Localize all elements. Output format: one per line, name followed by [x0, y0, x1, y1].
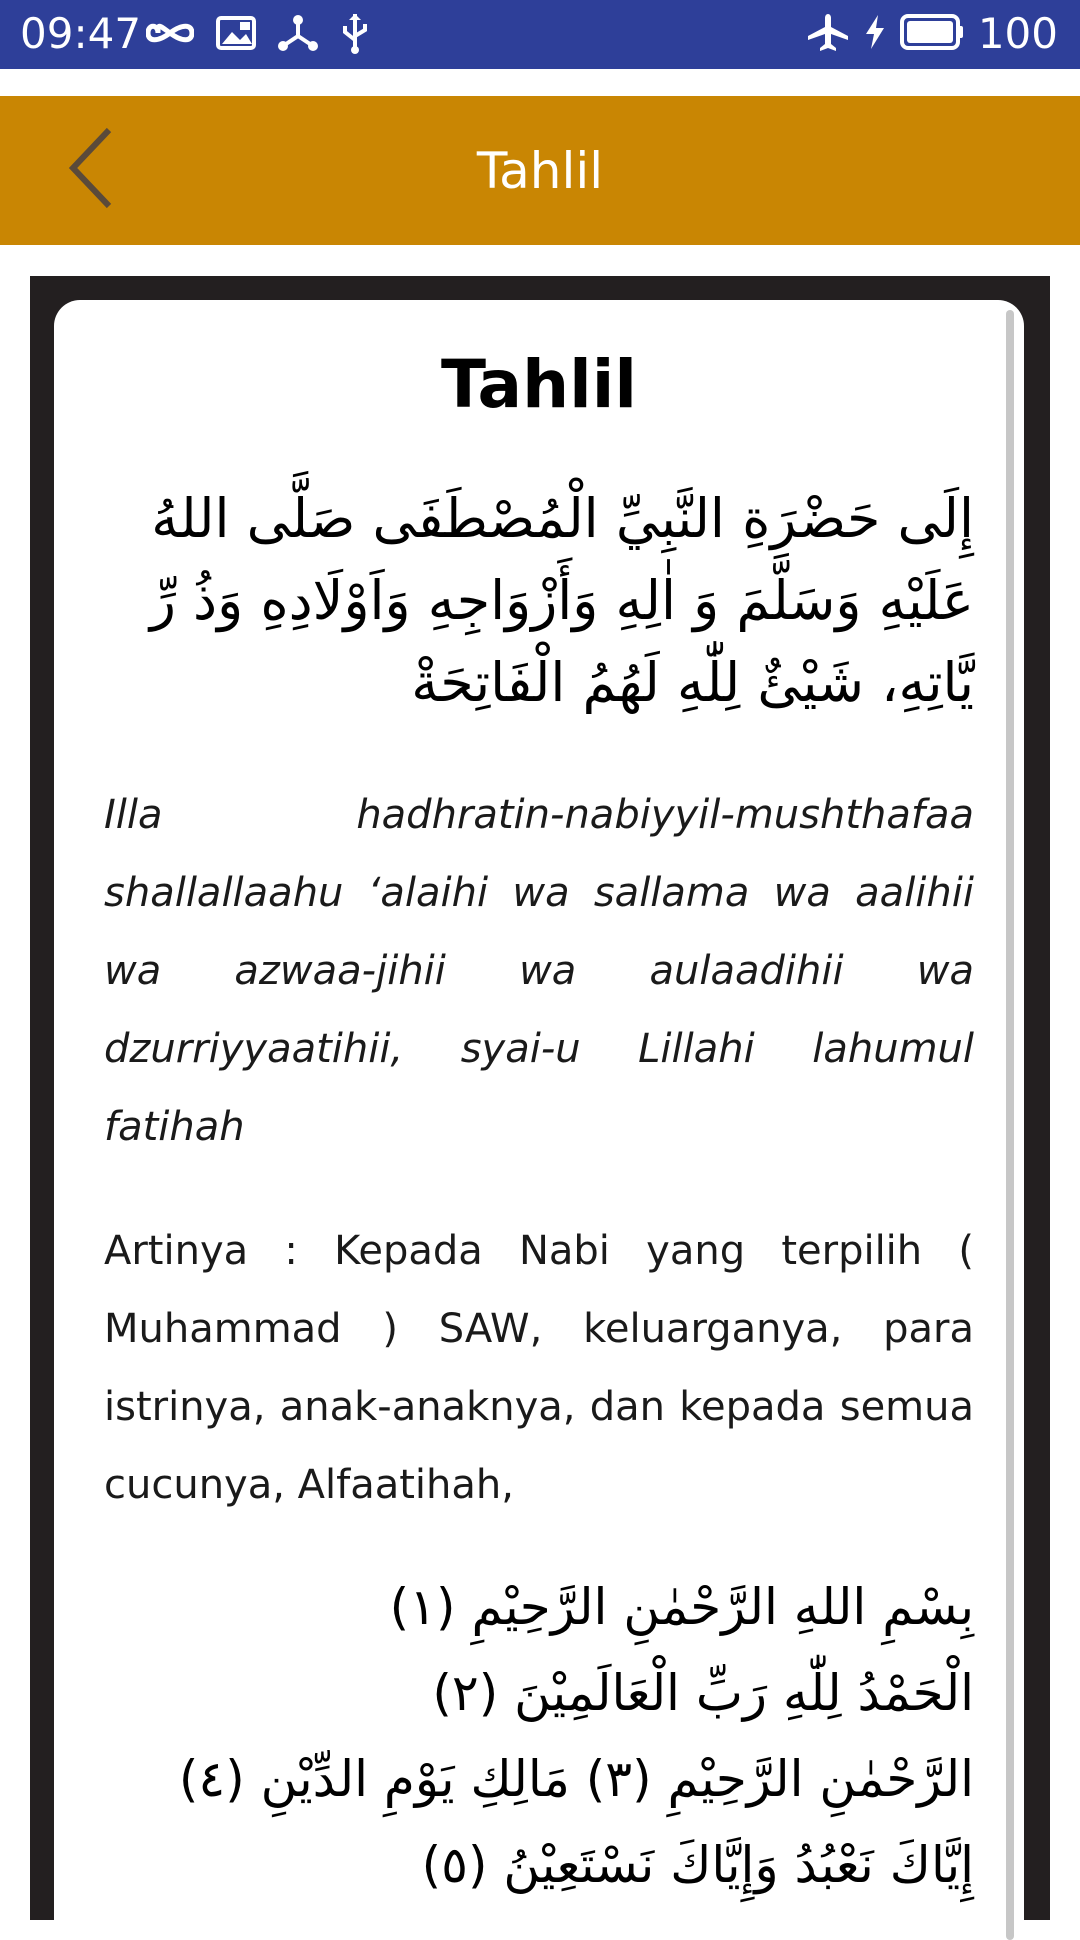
infinity-icon — [146, 18, 194, 52]
page-title: Tahlil — [441, 346, 637, 423]
fatihah-verses — [178, 1564, 974, 1908]
arabic-intro-text: إِلَى حَضْرَةِ النَّبِيِّ الْمُصْطَفَى صَلَّى اللهُ عَلَيْهِ وَسَلَّمَ وَ اٰلِهِ وَأَزْوَاجِهِ وَاَوْلَادِهِ وَذُ رِّ يَّاتِهِ، شَيْئٌ لِلّٰهِ لَهُمُ الْفَاتِحَةْ — [149, 487, 974, 714]
status-system-icons — [806, 8, 1058, 60]
verse-line: بِسْمِ اللهِ الرَّحْمٰنِ الرَّحِيْمِ (١) — [389, 1578, 974, 1636]
transliteration-text: Illa hadhratin-nabiyyil-mushthafaa shallallaahu ‘alaihi wa sallama wa aalihii wa azwaa-jihii wa aulaadihii wa dzurriyyaatihii, syai-u Lillahi lahumul fatihah — [104, 792, 974, 1150]
content-frame — [30, 276, 1050, 1920]
battery-level: 100 — [977, 9, 1058, 58]
airplane-mode-icon — [806, 12, 850, 56]
battery-icon — [900, 14, 964, 54]
usb-icon — [340, 12, 370, 58]
share-hub-icon — [278, 14, 318, 56]
charging-bolt-icon — [864, 14, 886, 54]
meaning-text: Artinya : Kepada Nabi yang terpilih ( Muhammad ) SAW, keluarganya, para istrinya, anak-anaknya, dan kepada semua cucunya, Alfaatihah, — [104, 1228, 974, 1508]
content-card[interactable] — [54, 300, 1024, 1940]
scrollbar[interactable] — [1006, 310, 1014, 1940]
status-time: 09:47 — [20, 9, 142, 58]
app-bar-title: Tahlil — [476, 142, 604, 200]
verse-line: إِيَّاكَ نَعْبُدُ وَإِيَّاكَ نَسْتَعِيْنُ (٥) — [421, 1836, 974, 1894]
verse-line: الرَّحْمٰنِ الرَّحِيْمِ (٣) مَالِكِ يَوْمِ الدِّيْنِ (٤) — [178, 1750, 974, 1808]
verse-line: الْحَمْدُ لِلّٰهِ رَبِّ الْعَالَمِيْنَ (٢) — [432, 1664, 974, 1722]
app-bar — [0, 96, 1080, 245]
status-notification-icons — [146, 10, 370, 60]
status-bar — [0, 0, 1080, 69]
image-notification-icon — [216, 16, 256, 54]
